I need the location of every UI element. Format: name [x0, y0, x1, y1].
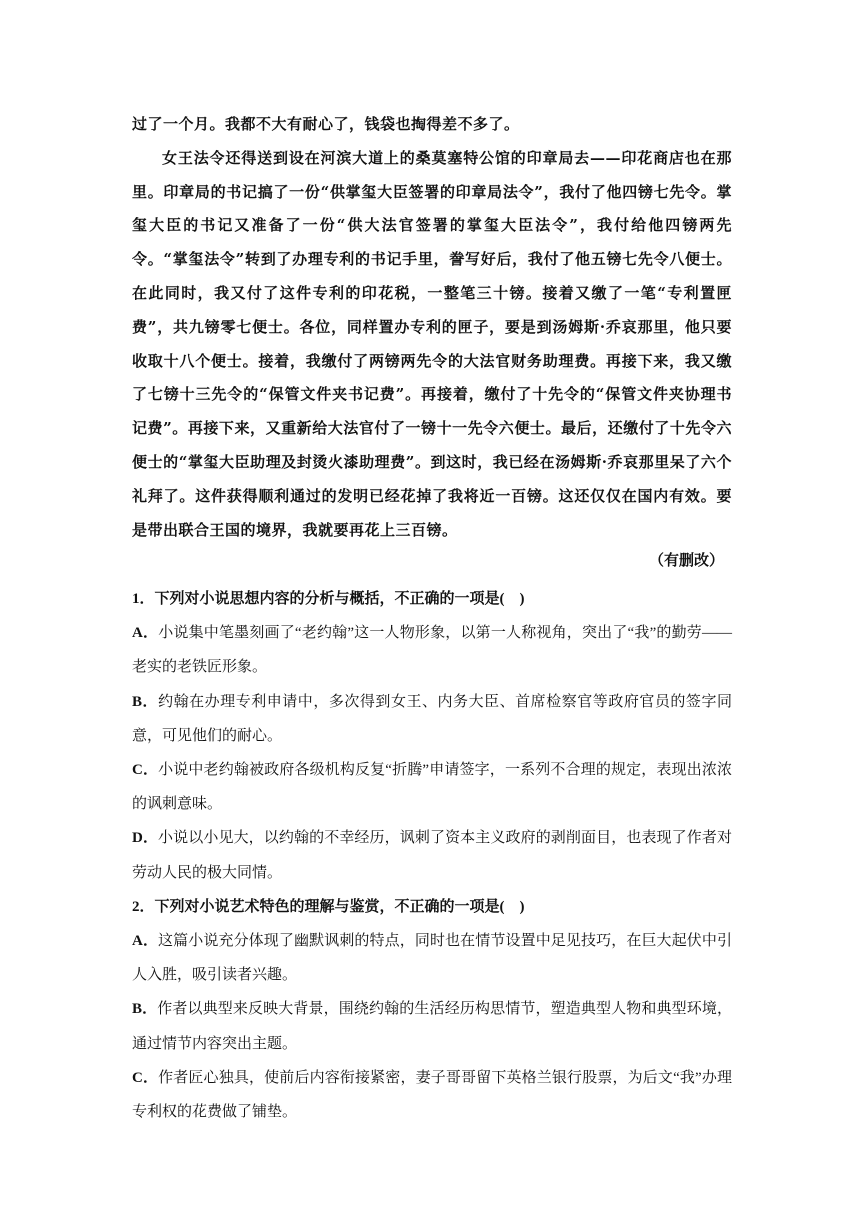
question-stem: 2．下列对小说艺术特色的理解与鉴赏，不正确的一项是( ) — [132, 898, 525, 915]
question-1 — [132, 582, 732, 890]
option-text: 这篇小说充分体现了幽默讽刺的特点，同时也在情节设置中足见技巧，在巨大起伏中引人入胜，吸引读者兴趣。 — [132, 933, 732, 984]
option-text: 小说中老约翰被政府各级机构反复“折腾”申请签字，一系列不合理的规定，表现出浓浓的讽刺意味。 — [132, 762, 732, 813]
option-a[interactable] — [132, 924, 732, 992]
option-letter: B． — [132, 693, 159, 710]
option-text: 作者匠心独具，使前后内容衔接紧密，妻子哥哥留下英格兰银行股票，为后文“我”办理专利权的花费做了铺垫。 — [132, 1069, 732, 1121]
option-letter: B． — [132, 1001, 158, 1018]
question-list — [132, 582, 732, 1129]
option-letter: A． — [132, 625, 159, 642]
passage-paragraph: 女王法令还得送到设在河滨大道上的桑莫塞特公馆的印章局去——印花商店也在那里。印章局的书记搞了一份“供掌玺大臣签署的印章局法令”，我付了他四镑七先令。掌玺大臣的书记又准备了一份“供大法官签署的掌玺大臣法令”，我付给他四镑两先令。“掌玺法令”转到了办理专利的书记手里，誊写好后，我付了他五镑七先令八便士。在此同时，我又付了这件专利的印花税，一整笔三十镑。接着又缴了一笔“专利置匣费”，共九镑零七便士。各位，同样置办专利的匣子，要是到汤姆斯·乔哀那里，他只要收取十八个便士。接着，我缴付了两镑两先令的大法官财务助理费。再接下来，我又缴了七镑十三先令的“保管文件夹书记费”。再接着，缴付了十先令的“保管文件夹协理书记费”。再接下来，又重新给大法官付了一镑十一先令六便士。最后，还缴付了十先令六便士的“掌玺大臣助理及封烫火漆助理费”。到这时，我已经在汤姆斯·乔哀那里呆了六个礼拜了。这件获得顺利通过的发明已经花掉了我将近一百镑。这还仅仅在国内有效。要是带出联合王国的境界，我就要再花上三百镑。 — [132, 148, 732, 539]
option-a[interactable] — [132, 616, 732, 684]
option-text: 约翰在办理专利申请中，多次得到女王、内务大臣、首席检察官等政府官员的签字同意，可见他们的耐心。 — [132, 693, 732, 744]
passage-paragraph: 过了一个月。我都不大有耐心了，钱袋也掏得差不多了。 — [132, 115, 520, 133]
option-letter: D． — [132, 830, 159, 847]
option-text: 小说集中笔墨刻画了“老约翰”这一人物形象，以第一人称视角，突出了“我”的勤劳——老实的老铁匠形象。 — [132, 625, 732, 676]
option-letter: A． — [132, 933, 159, 950]
story-passage — [132, 108, 732, 547]
option-letter: C． — [132, 762, 159, 779]
option-b[interactable] — [132, 992, 732, 1060]
source-note: （有删改） — [648, 551, 724, 569]
question-stem: 1．下列对小说思想内容的分析与概括，不正确的一项是( ) — [132, 591, 525, 607]
option-d[interactable] — [132, 821, 732, 889]
question-2 — [132, 890, 732, 1129]
option-b[interactable] — [132, 685, 732, 753]
option-c[interactable] — [132, 1061, 732, 1129]
option-c[interactable] — [132, 753, 732, 821]
option-text: 作者以典型来反映大背景，围绕约翰的生活经历构思情节，塑造典型人物和典型环境，通过情节内容突出主题。 — [132, 1001, 732, 1052]
option-letter: C． — [132, 1069, 159, 1086]
option-text: 小说以小见大，以约翰的不幸经历，讽刺了资本主义政府的剥削面目，也表现了作者对劳动人民的极大同情。 — [132, 830, 732, 881]
